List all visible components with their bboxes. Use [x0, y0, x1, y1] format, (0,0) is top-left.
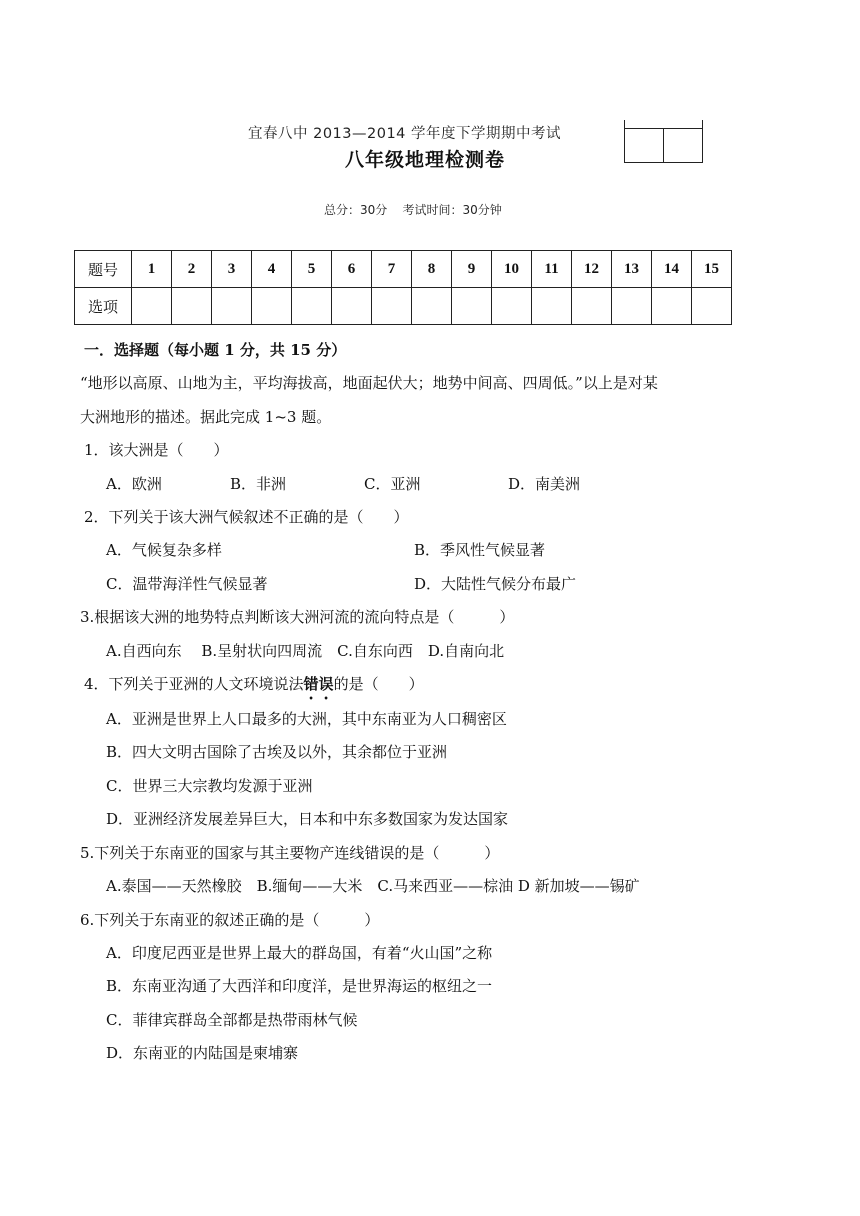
option-row: [84, 534, 784, 567]
exam-title: 八年级地理检测卷: [345, 149, 506, 171]
question-stem: 2．下列关于该大洲气候叙述不正确的是（ ）: [84, 508, 409, 527]
score-box: [624, 120, 703, 163]
option-row: A.泰国——天然橡胶 B.缅甸——大米 C.马来西亚——棕油 D 新加坡——锡矿: [106, 877, 640, 896]
option-line: A．亚洲是世界上人口最多的大洲，其中东南亚为人口稠密区: [106, 710, 507, 729]
option-row: [84, 468, 784, 501]
question-number-cell: 7: [372, 251, 412, 288]
question-section: [80, 334, 784, 1071]
answer-table-header-row: [75, 251, 732, 288]
question-stem-part: 4．下列关于亚洲的人文环境说法: [84, 675, 304, 694]
answer-table-answer-row: [75, 288, 732, 325]
answer-cell[interactable]: [572, 288, 612, 325]
option: A．欧洲: [106, 474, 162, 493]
answer-cell[interactable]: [212, 288, 252, 325]
question-number-cell: 6: [332, 251, 372, 288]
emphasized-word: 错误: [303, 675, 334, 694]
answer-cell[interactable]: [292, 288, 332, 325]
option-line: B．四大文明古国除了古埃及以外，其余都位于亚洲: [106, 743, 448, 762]
answer-label: 选项: [75, 288, 132, 325]
answer-cell[interactable]: [252, 288, 292, 325]
section-title: 一．选择题（每小题 1 分，共 15 分）: [84, 341, 347, 359]
question-stem: 3.根据该大洲的地势特点判断该大洲河流的流向特点是（ ）: [80, 608, 515, 627]
answer-cell[interactable]: [132, 288, 172, 325]
option: C．亚洲: [364, 474, 421, 493]
score-box-divider: [663, 128, 664, 162]
question-number-cell: 10: [492, 251, 532, 288]
question-stem: 6.下列关于东南亚的叙述正确的是（ ）: [80, 910, 380, 929]
answer-cell[interactable]: [412, 288, 452, 325]
answer-cell[interactable]: [532, 288, 572, 325]
answer-table: [74, 250, 732, 325]
answer-cell[interactable]: [612, 288, 652, 325]
option-line: D．东南亚的内陆国是柬埔寨: [106, 1044, 299, 1063]
option-line: C．世界三大宗教均发源于亚洲: [106, 776, 313, 795]
option: D．南美洲: [508, 474, 581, 493]
exam-info: 总分：30分 考试时间：30分钟: [324, 203, 502, 217]
answer-cell[interactable]: [652, 288, 692, 325]
question-number-cell: 12: [572, 251, 612, 288]
question-number-cell: 11: [532, 251, 572, 288]
option-line: B．东南亚沟通了大西洋和印度洋，是世界海运的枢纽之一: [106, 977, 493, 996]
option: A．气候复杂多样: [106, 541, 222, 560]
question-number-cell: 4: [252, 251, 292, 288]
option-line: A．印度尼西亚是世界上最大的群岛国，有着“火山国”之称: [106, 943, 493, 962]
question-number-cell: 1: [132, 251, 172, 288]
question-number-cell: 13: [612, 251, 652, 288]
question-number-cell: 3: [212, 251, 252, 288]
option: B．季风性气候显著: [414, 541, 546, 560]
option: D．大陆性气候分布最广: [414, 574, 577, 593]
question-number-cell: 14: [652, 251, 692, 288]
question-number-cell: 9: [452, 251, 492, 288]
question-number-cell: 2: [172, 251, 212, 288]
answer-cell[interactable]: [452, 288, 492, 325]
passage-line: 大洲地形的描述。据此完成 1~3 题。: [80, 407, 332, 426]
option-row: [84, 568, 784, 601]
option-line: C．菲律宾群岛全部都是热带雨林气候: [106, 1010, 358, 1029]
question-stem-part: 的是（ ）: [333, 675, 424, 694]
option: B．非洲: [230, 474, 287, 493]
answer-cell[interactable]: [172, 288, 212, 325]
question-stem: 1．该大洲是（ ）: [84, 441, 229, 460]
question-number-label: 题号: [75, 251, 132, 288]
exam-school-heading: 宜春八中 2013—2014 学年度下学期期中考试: [248, 126, 562, 142]
option-line: D．亚洲经济发展差异巨大，日本和中东多数国家为发达国家: [106, 810, 509, 829]
option-row: A.自西向东 B.呈射状向四周流 C.自东向西 D.自南向北: [106, 641, 505, 660]
question-stem: [84, 668, 784, 703]
question-number-cell: 8: [412, 251, 452, 288]
answer-cell[interactable]: [492, 288, 532, 325]
answer-cell[interactable]: [692, 288, 732, 325]
passage-line: “地形以高原、山地为主，平均海拔高，地面起伏大；地势中间高、四周低。”以上是对某: [80, 374, 658, 393]
answer-cell[interactable]: [332, 288, 372, 325]
question-stem: 5.下列关于东南亚的国家与其主要物产连线错误的是（ ）: [80, 843, 500, 862]
option: C．温带海洋性气候显著: [106, 574, 268, 593]
question-number-cell: 15: [692, 251, 732, 288]
answer-cell[interactable]: [372, 288, 412, 325]
question-number-cell: 5: [292, 251, 332, 288]
